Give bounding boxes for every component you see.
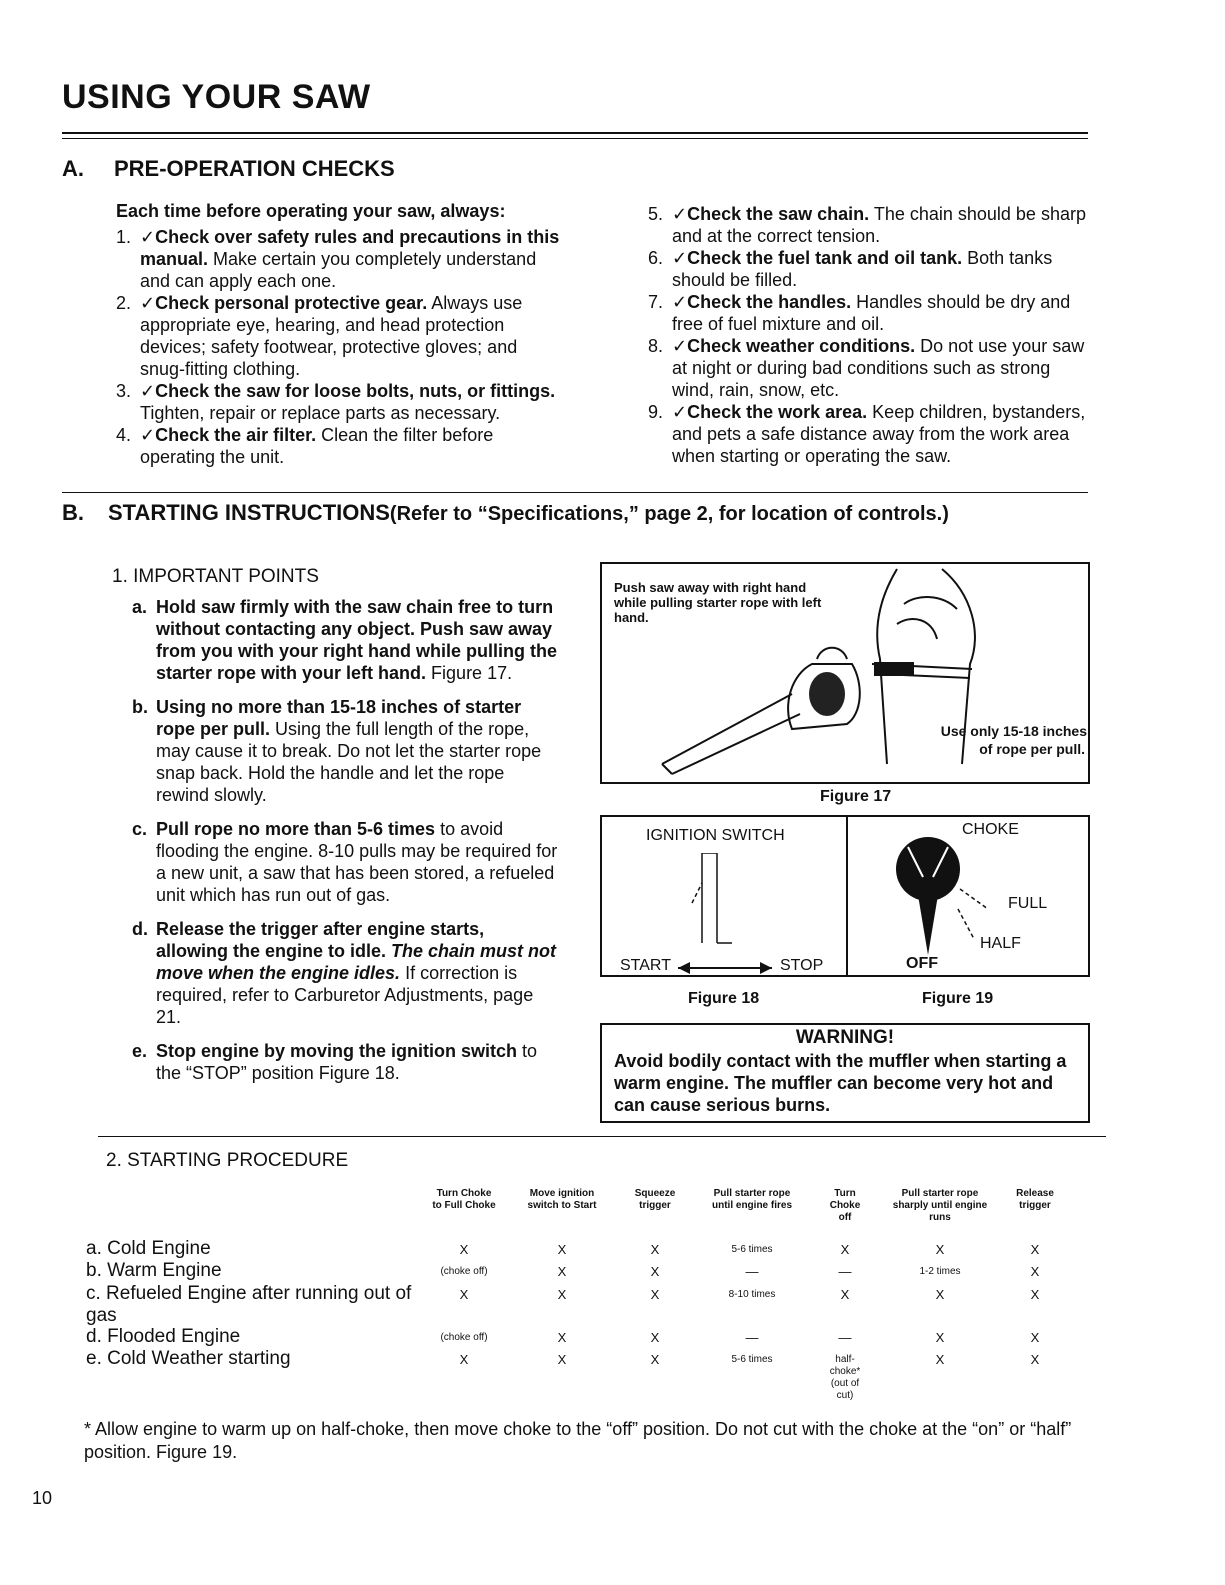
procedure-cell: X [557,1352,567,1367]
procedure-cell: X [557,1242,567,1257]
procedure-cell: X [650,1287,660,1302]
check-item-title: ✓Check over safety rules and precautions in this manual. [140,227,560,269]
procedure-cell: X [650,1242,660,1257]
checks-list-right [648,203,1090,467]
check-item-number: 3. [116,381,132,401]
procedure-row-label: b. Warm Engine [86,1260,222,1281]
figure-17-caption: Figure 17 [820,788,892,805]
procedure-cell: X [459,1242,469,1257]
procedure-cell: (choke off) [440,1332,488,1343]
point-item-bold: Stop engine by moving the ignition switch [156,1041,518,1061]
title-rule-thin [62,138,1088,139]
half-label: HALF [980,935,1021,952]
point-item [132,1040,560,1084]
section-b-rule [98,1136,1106,1137]
check-item-title: ✓Check the handles. [672,292,852,312]
start-stop-arrow-icon [676,961,776,975]
check-item-text: Clean the filter before operating the unit. [140,425,494,467]
page-title: USING YOUR SAW [62,78,371,116]
procedure-heading: 2. STARTING PROCEDURE [106,1150,349,1171]
point-item-italic: The chain must not move when the engine idles. [156,941,557,983]
point-item-letter: a. [132,597,148,617]
point-item-text: to avoid flooding the engine. 8-10 pulls may be required for a new unit, a saw that has been stored, a refueled unit which has run out of gas. [156,819,558,905]
point-item-letter: d. [132,919,148,939]
point-item [132,696,560,806]
procedure-cell: X [1030,1264,1040,1279]
warning-title: WARNING! [795,1027,895,1048]
procedure-cell: X [459,1352,469,1367]
procedure-column-header: Release trigger [1016,1188,1054,1211]
figure-17-label-top: Push saw away with right hand while pulling starter rope with left hand. [614,580,822,625]
check-item [648,203,1090,247]
section-a-title: PRE-OPERATION CHECKS [114,156,395,181]
section-a-rule [62,492,1088,493]
check-item-text: Do not use your saw at night or during bad conditions such as strong wind, rain, snow, etc. [672,336,1085,400]
section-a-letter: A. [62,156,84,181]
ignition-switch-label: IGNITION SWITCH [646,827,785,844]
point-item-bold: Hold saw firmly with the saw chain free to turn without contacting any object. Push saw away from you with your right hand while pulling the starter rope with your left hand. [156,597,557,683]
section-a-intro: Each time before operating your saw, always: [116,201,506,221]
check-item-text: Handles should be dry and free of fuel mixture and oil. [672,292,1071,334]
procedure-cell: — [838,1264,852,1279]
check-item [648,401,1090,467]
point-item-bold: Release the trigger after engine starts, allowing the engine to idle. [156,919,485,961]
procedure-cell: X [1030,1330,1040,1345]
procedure-cell: X [935,1287,945,1302]
procedure-cell: X [1030,1287,1040,1302]
check-item-text: Always use appropriate eye, hearing, and head protection devices; safety footwear, protective gloves; and snug-fitting clothing. [140,293,523,379]
check-item-number: 4. [116,425,132,445]
point-item [132,918,560,1028]
procedure-column-header: Squeeze trigger [634,1188,676,1211]
choke-label: CHOKE [962,821,1019,838]
point-item-letter: c. [132,819,148,839]
procedure-cell: — [745,1330,759,1345]
procedure-cell: X [935,1242,945,1257]
check-item-text: Keep children, bystanders, and pets a safe distance away from the work area when starting or operating the saw. [672,402,1086,466]
important-points [132,596,560,1096]
point-item-text: Figure 17. [426,663,513,683]
procedure-cell: X [935,1352,945,1367]
procedure-column-header: Pull starter rope until engine fires [712,1188,793,1211]
section-a-heading [62,156,395,182]
check-item-number: 8. [648,336,664,356]
section-a-left-column [116,200,561,468]
check-item-text: Make certain you completely understand and can apply each one. [140,249,537,291]
procedure-cell: 5-6 times [731,1244,773,1255]
procedure-cell: 5-6 times [731,1354,773,1365]
procedure-cell: X [650,1330,660,1345]
procedure-cell: X [557,1330,567,1345]
checks-list-left [116,226,561,468]
procedure-cell: X [459,1287,469,1302]
figure-18-box [600,815,848,977]
off-label: OFF [906,955,938,972]
point-item [132,596,560,684]
check-item [116,226,561,292]
check-item [648,291,1090,335]
point-item-text: to the “STOP” position Figure 18. [156,1041,538,1083]
section-b-letter: B. [62,500,84,525]
procedure-row-label: a. Cold Engine [86,1238,211,1259]
procedure-cell: 1-2 times [919,1266,961,1277]
procedure-column-header: Move ignition switch to Start [527,1188,597,1211]
procedure-cell: X [840,1287,850,1302]
check-item-number: 9. [648,402,664,422]
procedure-column-header: Turn Choke to Full Choke [432,1188,496,1211]
ignition-switch-icon [672,853,772,953]
procedure-cell: — [745,1264,759,1279]
page-number: 10 [32,1488,53,1508]
figure-17-label-bottom-2: of rope per pull. [979,741,1085,757]
check-item-number: 1. [116,227,132,247]
section-b-title-note: (Refer to “Specifications,” page 2, for location of controls.) [389,503,949,525]
section-b-heading [62,500,949,526]
stop-label: STOP [780,957,824,974]
warning-box [600,1023,1090,1123]
figure-19-box [846,815,1090,977]
procedure-cell: X [557,1264,567,1279]
check-item-text: Both tanks should be filled. [672,248,1053,290]
warning-text: Avoid bodily contact with the muffler when starting a warm engine. The muffler can become very hot and can cause serious burns. [614,1051,1067,1115]
check-item-number: 5. [648,204,664,224]
procedure-cell: X [935,1330,945,1345]
section-b-title: STARTING INSTRUCTIONS [108,500,390,525]
procedure-row-label: c. Refueled Engine after running out of gas [86,1283,412,1326]
procedure-cell: X [650,1264,660,1279]
check-item [648,335,1090,401]
point-item-text: Using the full length of the rope, may cause it to break. Do not let the starter rope snap back. Hold the handle and let the rope rewind slowly. [156,719,542,805]
point-item-bold: Using no more than 15-18 inches of starter rope per pull. [156,697,522,739]
check-item-title: ✓Check the saw chain. [672,204,870,224]
important-points-heading: 1. IMPORTANT POINTS [112,566,319,587]
check-item-title: ✓Check the saw for loose bolts, nuts, or fittings. [140,381,556,401]
procedure-column-header: Pull starter rope sharply until engine runs [892,1188,988,1223]
check-item-text: Tighten, repair or replace parts as necessary. [140,403,501,423]
footnote: * Allow engine to warm up on half-choke, then move choke to the “off” position. Do not cut with the choke at the “on” or “half” position. Figure 19. [84,1419,1072,1462]
check-item-title: ✓Check personal protective gear. [140,293,428,313]
check-item-number: 2. [116,293,132,313]
point-item-text: If correction is required, refer to Carburetor Adjustments, page 21. [156,963,534,1027]
procedure-column-header: Turn Choke off [829,1188,861,1223]
check-item [116,380,561,424]
point-item-bold: Pull rope no more than 5-6 times [156,819,436,839]
procedure-cell: X [1030,1242,1040,1257]
check-item-number: 7. [648,292,664,312]
procedure-cell: X [557,1287,567,1302]
figure-17-box [600,562,1090,784]
figure-17-label-bottom-1: Use only 15-18 inches [940,723,1087,739]
start-label: START [620,957,671,974]
figure-18-caption: Figure 18 [688,990,760,1007]
check-item-number: 6. [648,248,664,268]
procedure-row-label: e. Cold Weather starting [86,1348,291,1369]
section-a-right-column [648,203,1090,467]
check-item-text: The chain should be sharp and at the correct tension. [672,204,1086,246]
procedure-cell: (choke off) [440,1266,488,1277]
procedure-cell: X [650,1352,660,1367]
point-item [132,818,560,906]
check-item [648,247,1090,291]
check-item-title: ✓Check the air filter. [140,425,317,445]
check-item [116,292,561,380]
figure-19-caption: Figure 19 [922,990,994,1007]
check-item-title: ✓Check the fuel tank and oil tank. [672,248,963,268]
check-item [116,424,561,468]
procedure-cell: — [838,1330,852,1345]
procedure-cell: half-choke* (out of cut) [829,1354,861,1401]
point-item-letter: e. [132,1041,148,1061]
procedure-row-label: d. Flooded Engine [86,1326,241,1347]
title-rule [62,132,1088,134]
check-item-title: ✓Check weather conditions. [672,336,916,356]
points-list [132,596,560,1084]
full-label: FULL [1008,895,1048,912]
procedure-cell: X [840,1242,850,1257]
check-item-title: ✓Check the work area. [672,402,868,422]
procedure-cell: X [1030,1352,1040,1367]
procedure-cell: 8-10 times [728,1289,776,1300]
point-item-letter: b. [132,697,148,717]
